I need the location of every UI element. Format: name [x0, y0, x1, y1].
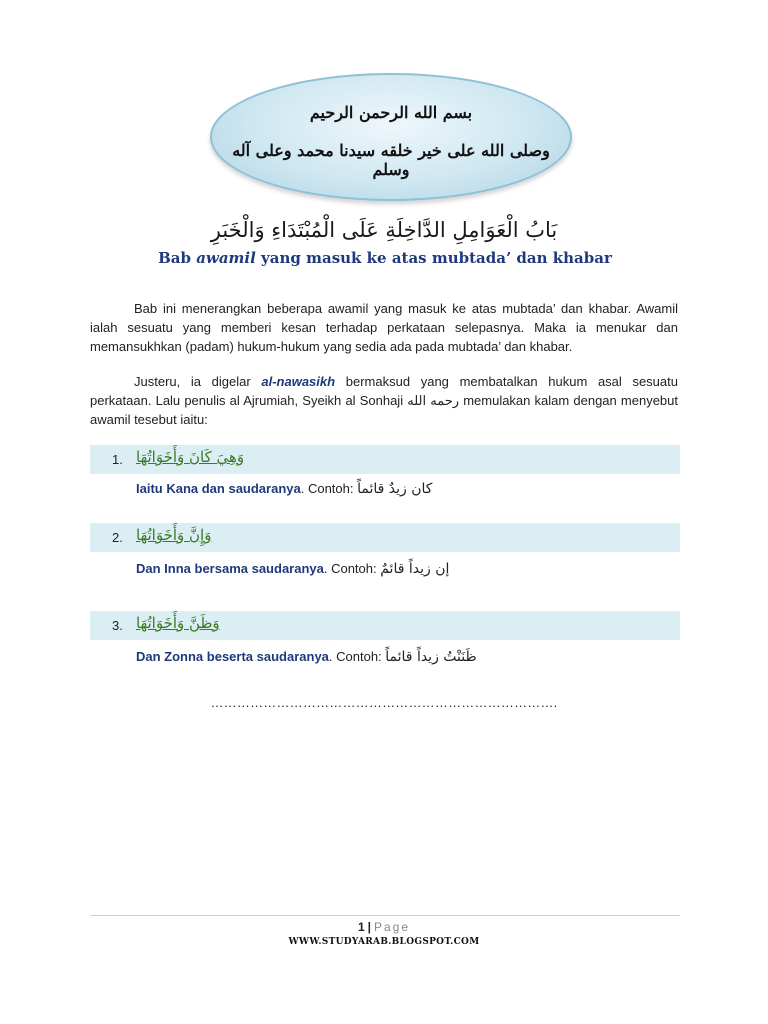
chapter-subtitle [90, 249, 680, 267]
subtitle-emphasis: awamil [196, 249, 256, 267]
list-item-zonna-header [90, 611, 680, 640]
footer-divider [90, 915, 680, 916]
list-item-inna-desc [136, 561, 676, 577]
item-example: كان زيدٌ قائماً [357, 481, 433, 497]
item-contoh-label: . Contoh: [300, 481, 358, 496]
nawasikh-post: bermaksud yang membatalkan hukum asal sesuatu perkataan. Lalu penulis al Ajrumiah, Syeikh al Sonhaji رحمه الله memulakan kalam dengan menyebut awamil tesebut iaitu: [90, 374, 678, 427]
item-description: Dan Inna bersama saudaranya [136, 561, 324, 576]
page-number-separator: | [367, 920, 371, 934]
nawasikh-pre: Justeru, ia digelar [134, 374, 262, 389]
page-number-value: 1 [357, 920, 365, 934]
section-separator: ……………………………………………………………………. [210, 695, 558, 710]
salawat-text: وصلى الله على خير خلقه سيدنا محمد وعلى آله وسلم [232, 141, 550, 179]
item-number: 2. [112, 530, 123, 545]
page-number [0, 920, 768, 934]
page-label: Page [374, 920, 411, 934]
nawasikh-term: al-nawasikh [261, 374, 336, 389]
item-arabic-heading: وَهِيَ كَانَ وَأَخَوَاتُهَا [136, 448, 245, 466]
item-arabic-heading: وَظَنَّ وَأَخَوَاتُهَا [136, 614, 220, 632]
list-item-kana-desc [136, 481, 676, 497]
arabic-chapter-title: بَابُ الْعَوَامِلِ الدَّاخِلَةِ عَلَى الْمُبْتَدَاءِ وَالْخَبَرِ [210, 218, 558, 242]
intro-text: Bab ini menerangkan beberapa awamil yang masuk ke atas mubtada’ dan khabar. Awamil ialah sesuatu yang memberi kesan terhadap perkataan selepasnya. Maka ia menukar dan memansukhkan (padam) hukum-hukum yang sedia ada pada mubtada’ dan khabar. [90, 301, 678, 354]
bismillah-oval [210, 73, 572, 201]
item-description: Dan Zonna beserta saudaranya [136, 649, 329, 664]
nawasikh-paragraph [90, 372, 678, 429]
list-item-inna-header [90, 523, 680, 552]
subtitle-pre: Bab [158, 249, 197, 267]
website-url: WWW.STUDYARAB.BLOGSPOT.COM [288, 937, 480, 947]
item-arabic-heading: وَإِنَّ وَأَخَوَاتُهَا [136, 526, 212, 544]
item-number: 3. [112, 618, 123, 633]
item-contoh-label: . Contoh: [323, 561, 381, 576]
item-description: Iaitu Kana dan saudaranya [136, 481, 301, 496]
list-item-kana-header [90, 445, 680, 474]
item-example: إن زيداً قائمٌ [380, 561, 450, 577]
item-example: ظَنَنْتُ زيداً قائماً [385, 649, 477, 665]
subtitle-post: yang masuk ke atas mubtada’ dan khabar [255, 249, 612, 267]
intro-paragraph [90, 299, 678, 356]
bismillah-text: بسم الله الرحمن الرحيم [309, 103, 473, 122]
list-item-zonna-desc [136, 649, 676, 665]
item-contoh-label: . Contoh: [328, 649, 386, 664]
item-number: 1. [112, 452, 123, 467]
